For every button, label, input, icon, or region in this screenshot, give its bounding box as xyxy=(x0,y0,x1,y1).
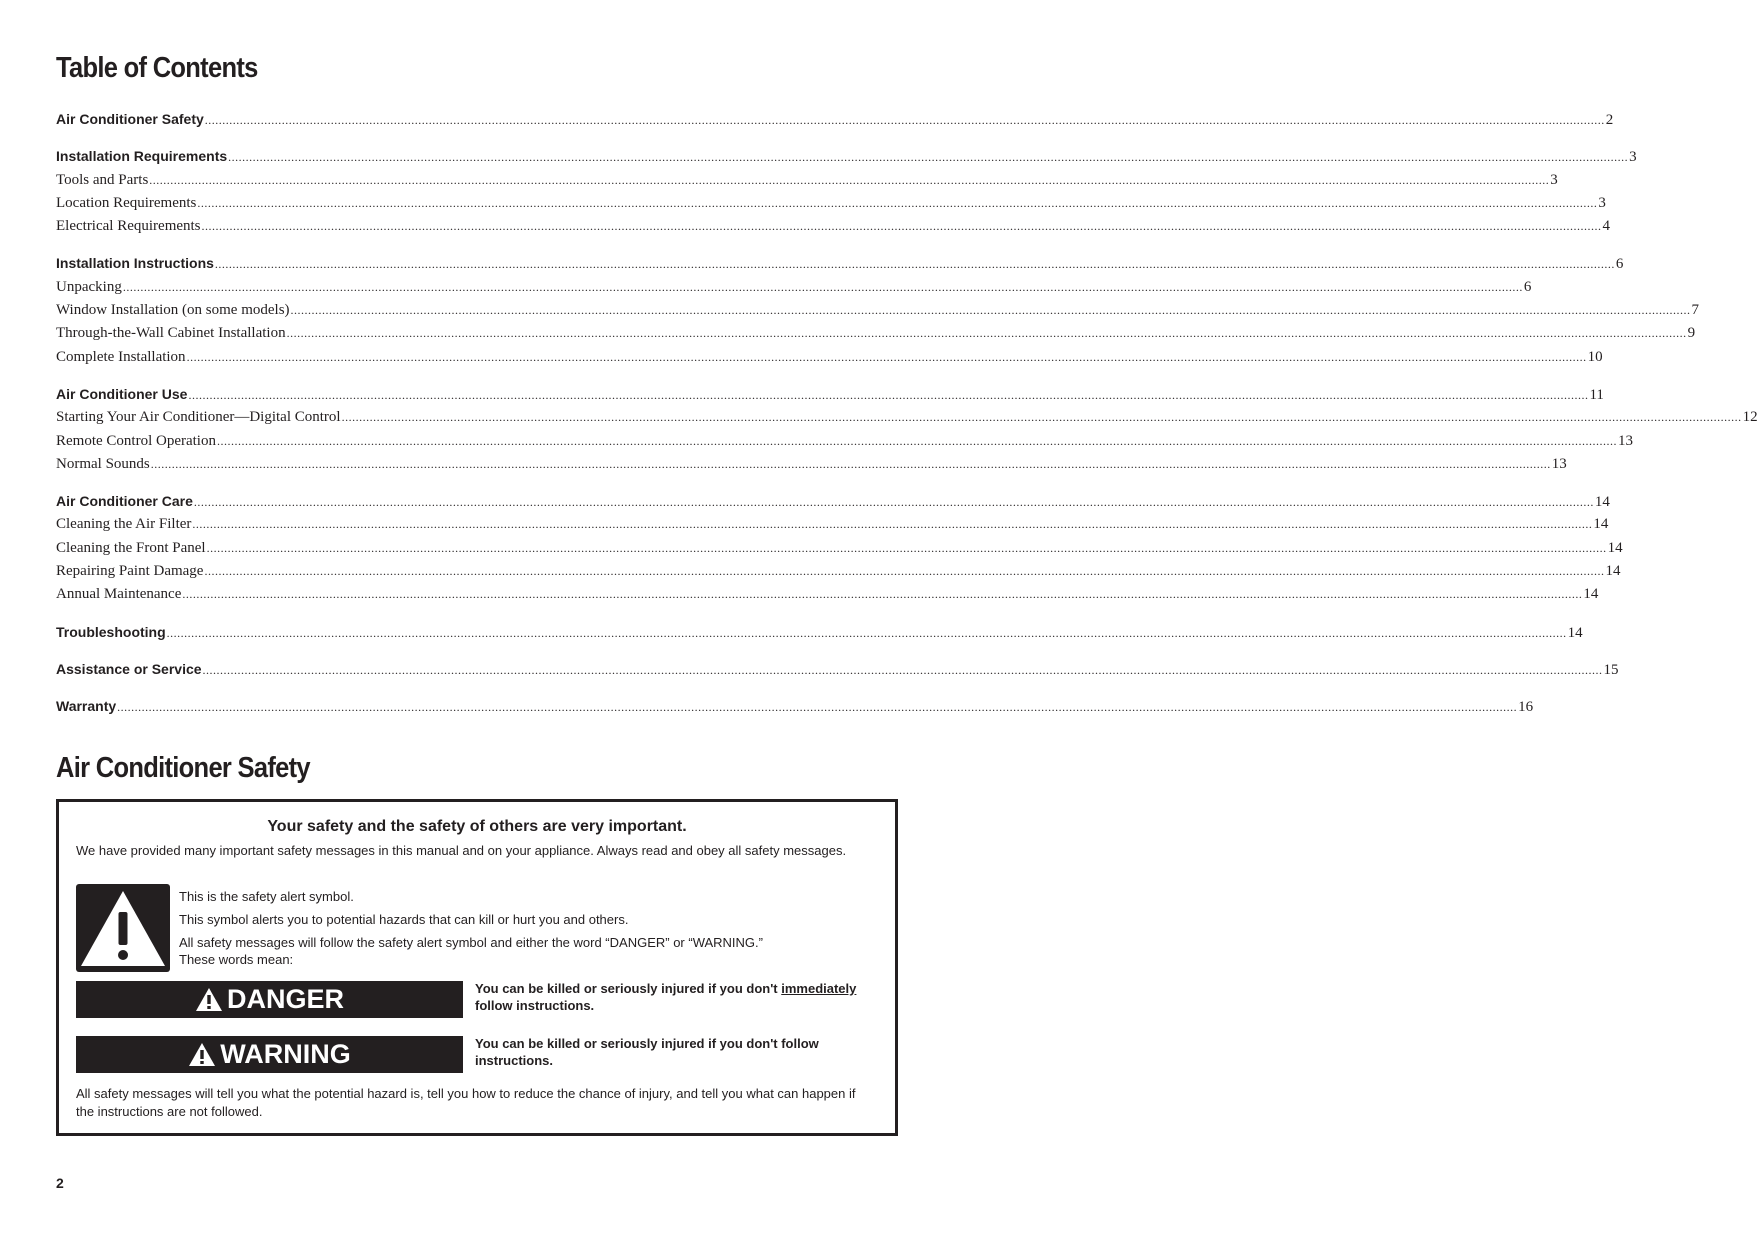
toc-entry[interactable] xyxy=(56,695,1534,718)
toc-entry-label: Troubleshooting xyxy=(56,623,166,640)
toc-entry-label: Tools and Parts xyxy=(56,171,149,188)
toc-leader-dots: ................................................................................................................................................................................................................................................................................................................................................................................................................ xyxy=(286,326,1687,341)
toc-entry[interactable] xyxy=(56,658,1619,681)
toc-leader-dots: ................................................................................................................................................................................................................................................................................................................................................................................................................ xyxy=(204,564,1605,579)
toc-entry-label: Air Conditioner Care xyxy=(56,493,193,510)
toc-entry[interactable] xyxy=(56,560,1621,583)
toc-entry-label: Annual Maintenance xyxy=(56,586,182,603)
toc-entry[interactable] xyxy=(56,406,1758,429)
toc-entry-page: 13 xyxy=(1617,432,1633,449)
toc-entry-label: Air Conditioner Safety xyxy=(56,111,204,127)
symbol-line-2: This symbol alerts you to potential hazards that can kill or hurt you and others. xyxy=(179,912,629,927)
toc-leader-dots: ................................................................................................................................................................................................................................................................................................................................................................................................................ xyxy=(166,625,1567,640)
toc-entry-page: 6 xyxy=(1523,278,1532,295)
toc-leader-dots: ................................................................................................................................................................................................................................................................................................................................................................................................................ xyxy=(150,456,1551,471)
toc-entry-label: Location Requirements xyxy=(56,194,197,211)
safety-alert-icon xyxy=(76,884,170,972)
toc-leader-dots: ................................................................................................................................................................................................................................................................................................................................................................................................................ xyxy=(290,303,1691,318)
toc-entry-label: Repairing Paint Damage xyxy=(56,563,204,580)
toc-leader-dots: ................................................................................................................................................................................................................................................................................................................................................................................................................ xyxy=(193,495,1594,510)
toc-entry-page: 16 xyxy=(1518,699,1534,716)
toc-entry-label: Normal Sounds xyxy=(56,455,150,472)
toc-entry[interactable] xyxy=(56,108,1614,131)
toc-entry-label: Installation Instructions xyxy=(56,255,214,272)
toc-entry[interactable] xyxy=(56,192,1606,215)
toc-entry-page: 4 xyxy=(1602,218,1611,235)
toc-entry-page: 3 xyxy=(1629,149,1637,166)
toc-leader-dots: ................................................................................................................................................................................................................................................................................................................................................................................................................ xyxy=(192,517,1593,532)
toc-entry[interactable] xyxy=(56,215,1611,238)
toc-entry-page: 12 xyxy=(1742,409,1758,426)
danger-alert-icon xyxy=(195,987,223,1012)
toc-entry[interactable] xyxy=(56,621,1583,644)
toc-entry-page: 6 xyxy=(1615,256,1624,273)
toc-entry[interactable] xyxy=(56,383,1604,406)
toc-entry-page: 2 xyxy=(1605,112,1614,128)
safety-footer-text: All safety messages will tell you what the potential hazard is, tell you how to reduce the chance of injury, and tell you what can happen if the instructions are not followed. xyxy=(76,1086,856,1119)
toc-leader-dots: ................................................................................................................................................................................................................................................................................................................................................................................................................ xyxy=(202,662,1603,677)
toc-entry-label: Assistance or Service xyxy=(56,660,202,677)
toc-entry-label: Installation Requirements xyxy=(56,148,228,165)
warning-signal-bar xyxy=(76,1036,463,1073)
symbol-line-1: This is the safety alert symbol. xyxy=(179,889,354,904)
toc-leader-dots: ................................................................................................................................................................................................................................................................................................................................................................................................................ xyxy=(206,540,1607,555)
toc-title: Table of Contents xyxy=(56,52,258,84)
toc-entry[interactable] xyxy=(56,583,1599,606)
danger-description xyxy=(475,980,895,1014)
toc-entry-label: Starting Your Air Conditioner—Digital Control xyxy=(56,409,341,426)
toc-leader-dots: ................................................................................................................................................................................................................................................................................................................................................................................................................ xyxy=(216,433,1617,448)
danger-text-emphasis: immediately xyxy=(781,981,857,996)
toc-leader-dots: ................................................................................................................................................................................................................................................................................................................................................................................................................ xyxy=(188,387,1589,402)
toc-leader-dots: ................................................................................................................................................................................................................................................................................................................................................................................................................ xyxy=(197,195,1598,210)
toc-entry[interactable] xyxy=(56,537,1623,560)
toc-leader-dots: ................................................................................................................................................................................................................................................................................................................................................................................................................ xyxy=(122,279,1523,294)
toc-leader-dots: ................................................................................................................................................................................................................................................................................................................................................................................................................ xyxy=(117,700,1518,715)
toc-entry-label: Complete Installation xyxy=(56,348,186,365)
toc-entry-page: 7 xyxy=(1691,302,1700,319)
toc-leader-dots: ................................................................................................................................................................................................................................................................................................................................................................................................................ xyxy=(341,410,1742,425)
symbol-line-4: These words mean: xyxy=(179,952,294,967)
safety-box-heading: Your safety and the safety of others are very important. xyxy=(267,818,687,835)
toc-entry-page: 9 xyxy=(1687,325,1696,342)
toc-entry[interactable] xyxy=(56,169,1558,192)
toc-list xyxy=(56,108,1758,719)
toc-leader-dots: ................................................................................................................................................................................................................................................................................................................................................................................................................ xyxy=(204,113,1605,127)
danger-text-part: follow instructions. xyxy=(475,998,595,1013)
toc-entry-page: 10 xyxy=(1587,348,1603,365)
toc-entry-page: 13 xyxy=(1551,455,1567,472)
toc-entry[interactable] xyxy=(56,513,1609,536)
toc-entry-page: 14 xyxy=(1593,516,1609,533)
toc-entry-label: Air Conditioner Use xyxy=(56,385,188,402)
toc-leader-dots: ................................................................................................................................................................................................................................................................................................................................................................................................................ xyxy=(186,349,1587,364)
toc-entry-page: 14 xyxy=(1594,494,1610,511)
toc-leader-dots: ................................................................................................................................................................................................................................................................................................................................................................................................................ xyxy=(149,172,1550,187)
toc-entry[interactable] xyxy=(56,453,1567,476)
toc-entry-page: 3 xyxy=(1598,194,1606,211)
toc-entry-page: 14 xyxy=(1583,586,1599,603)
toc-entry-page: 15 xyxy=(1603,661,1619,678)
safety-message-box xyxy=(56,799,898,1136)
toc-entry-label: Through-the-Wall Cabinet Installation xyxy=(56,325,286,342)
warning-label: WARNING xyxy=(220,1039,351,1069)
toc-entry-page: 14 xyxy=(1605,563,1621,580)
toc-leader-dots: ................................................................................................................................................................................................................................................................................................................................................................................................................ xyxy=(228,150,1629,165)
toc-entry-label: Cleaning the Front Panel xyxy=(56,539,206,556)
toc-entry[interactable] xyxy=(56,145,1637,168)
toc-entry[interactable] xyxy=(56,490,1610,513)
danger-signal-bar xyxy=(76,981,463,1018)
toc-entry-label: Remote Control Operation xyxy=(56,432,216,449)
toc-entry[interactable] xyxy=(56,430,1633,453)
toc-entry-label: Cleaning the Air Filter xyxy=(56,516,192,533)
toc-entry[interactable] xyxy=(56,276,1532,299)
danger-label: DANGER xyxy=(226,984,344,1014)
toc-entry[interactable] xyxy=(56,322,1696,345)
toc-entry-page: 11 xyxy=(1589,386,1604,403)
toc-leader-dots: ................................................................................................................................................................................................................................................................................................................................................................................................................ xyxy=(182,587,1583,602)
toc-entry-label: Warranty xyxy=(56,698,117,715)
toc-entry-page: 14 xyxy=(1607,539,1623,556)
toc-entry-label: Electrical Requirements xyxy=(56,218,201,235)
toc-entry[interactable] xyxy=(56,299,1700,322)
safety-section-title: Air Conditioner Safety xyxy=(56,752,310,784)
symbol-line-3: All safety messages will follow the safety alert symbol and either the word “DANGER” or “WARNING.” xyxy=(179,935,763,950)
warning-alert-icon xyxy=(188,1042,216,1067)
warning-description: You can be killed or seriously injured if you don't follow instructions. xyxy=(475,1036,819,1068)
safety-symbol-explanation xyxy=(179,888,763,974)
toc-leader-dots: ................................................................................................................................................................................................................................................................................................................................................................................................................ xyxy=(214,257,1615,272)
toc-entry[interactable] xyxy=(56,252,1624,275)
toc-entry-label: Window Installation (on some models) xyxy=(56,302,290,319)
toc-entry[interactable] xyxy=(56,346,1603,369)
page-number: 2 xyxy=(56,1175,64,1191)
toc-entry-page: 3 xyxy=(1550,171,1558,188)
toc-leader-dots: ................................................................................................................................................................................................................................................................................................................................................................................................................ xyxy=(201,219,1602,234)
danger-text-part: You can be killed or seriously injured if you don't xyxy=(475,981,782,996)
toc-entry-label: Unpacking xyxy=(56,278,122,295)
safety-intro-text: We have provided many important safety messages in this manual and on your appliance. Always read and obey all safety messages. xyxy=(76,843,847,858)
toc-entry-page: 14 xyxy=(1567,624,1583,641)
